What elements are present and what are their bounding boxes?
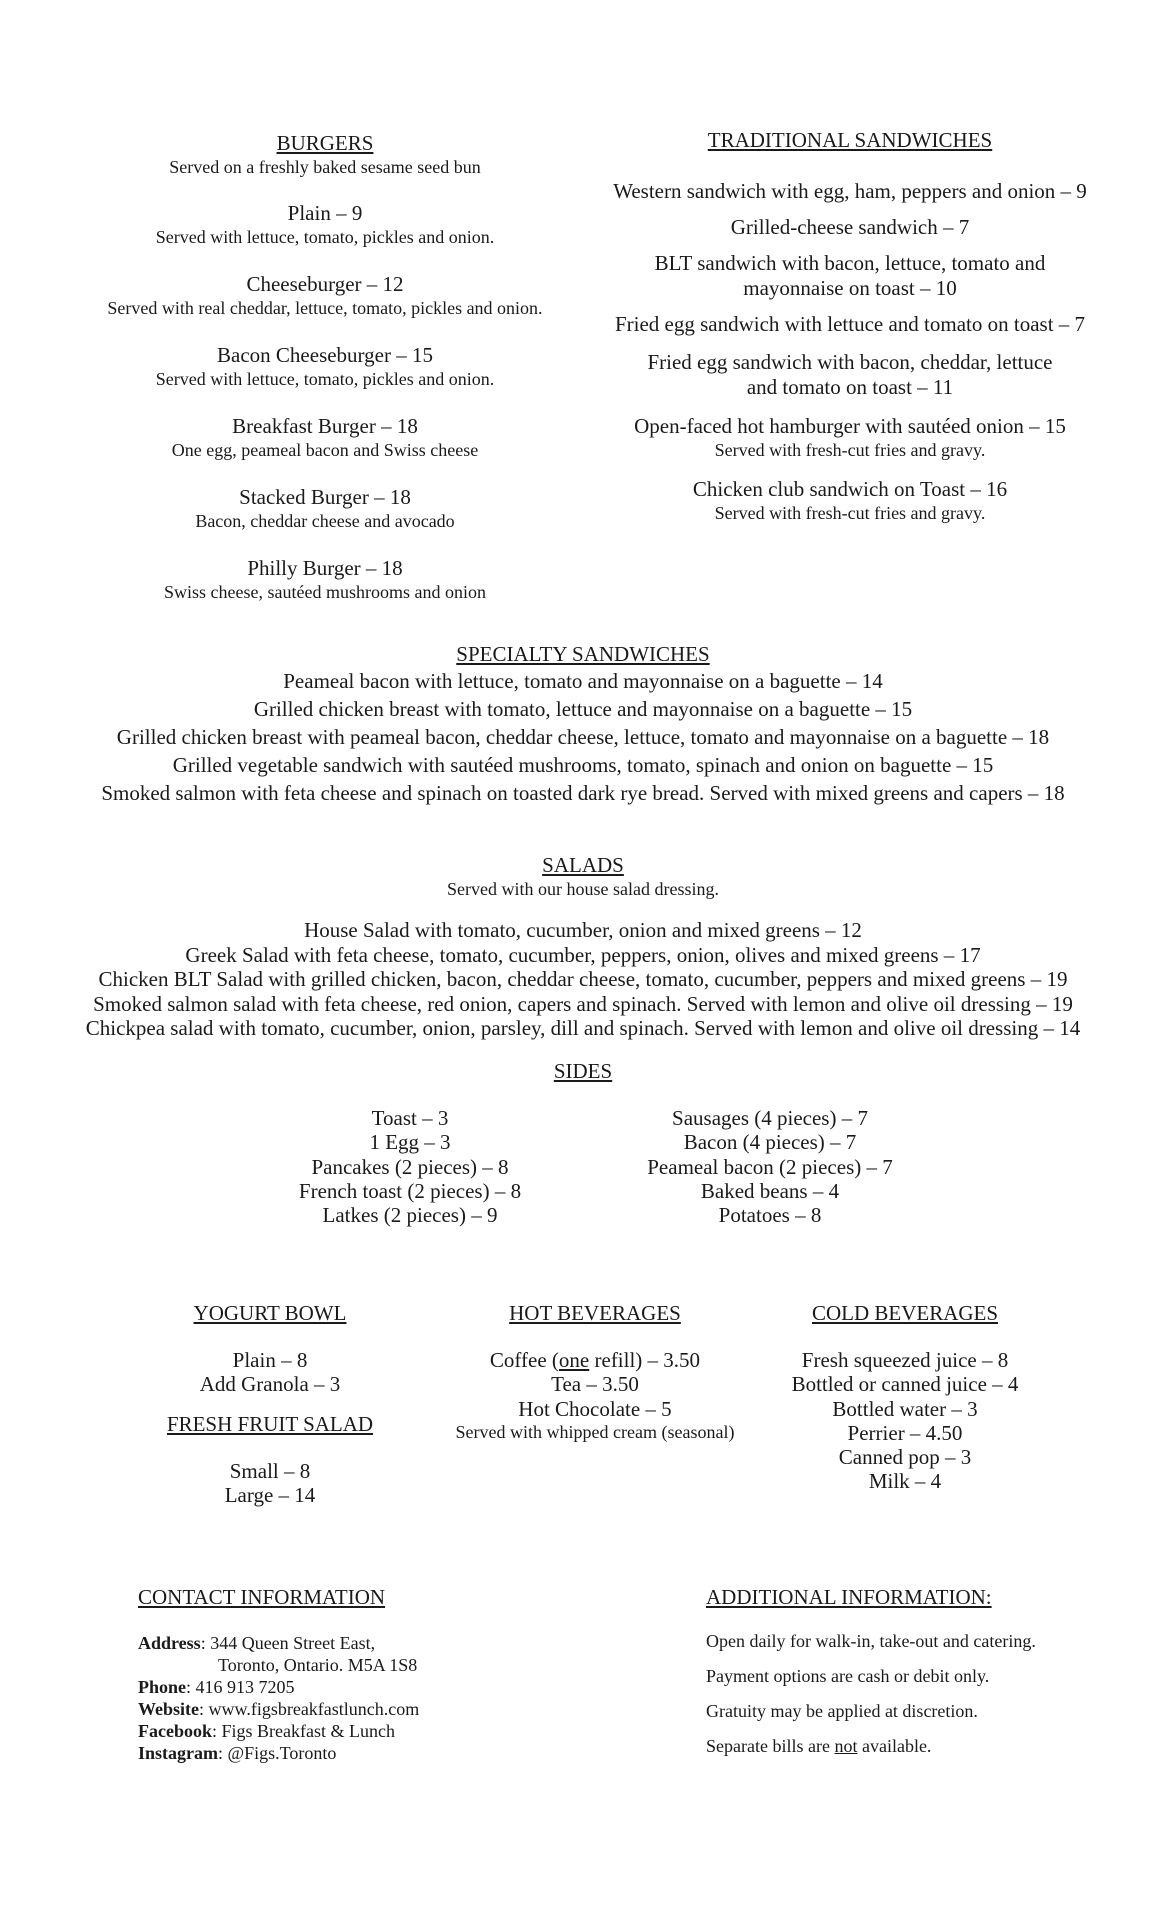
menu-item <box>600 251 1100 301</box>
coffee-price: refill) – 3.50 <box>589 1348 701 1372</box>
list-item: Canned pop – 3 <box>838 1445 972 1470</box>
list-item: Toast – 3 <box>371 1106 449 1130</box>
website-value: : www.figsbreakfastlunch.com <box>199 1699 420 1719</box>
list-item: Bottled or canned juice – 4 <box>791 1372 1019 1397</box>
specialty-sandwiches-section <box>40 641 1126 807</box>
info-line: Open daily for walk-in, take-out and catering. <box>706 1631 1036 1651</box>
menu-item-desc: Served with real cheddar, lettuce, tomato, pickles and onion. <box>107 298 543 318</box>
instagram-label: Instagram <box>138 1743 218 1763</box>
salads-subtitle: Served with our house salad dressing. <box>447 879 719 899</box>
menu-item <box>60 484 590 532</box>
info-line: Gratuity may be applied at discretion. <box>706 1701 978 1721</box>
instagram-line <box>138 1742 578 1764</box>
facebook-value: : Figs Breakfast & Lunch <box>212 1721 395 1741</box>
menu-item-desc: Served with fresh-cut fries and gravy. <box>714 440 986 460</box>
salads-section <box>40 852 1126 1041</box>
menu-item: Grilled vegetable sandwich with sautéed mushrooms, tomato, spinach and onion on baguette – 15 <box>172 753 994 777</box>
menu-item: Grilled chicken breast with tomato, lettuce and mayonnaise on a baguette – 15 <box>253 697 913 721</box>
menu-item-desc: Served with lettuce, tomato, pickles and onion. <box>155 227 495 247</box>
menu-item-desc: One egg, peameal bacon and Swiss cheese <box>171 440 479 460</box>
specialty-heading: SPECIALTY SANDWICHES <box>456 642 710 666</box>
contact-section <box>138 1584 578 1764</box>
list-item-desc: Served with whipped cream (seasonal) <box>455 1421 735 1442</box>
yogurt-bowl-section <box>120 1300 420 1507</box>
info-line-end: available. <box>857 1736 932 1756</box>
menu-item-name: Open-faced hot hamburger with sautéed onion – 15 <box>634 414 1066 438</box>
menu-item-desc: Served with lettuce, tomato, pickles and onion. <box>155 369 495 389</box>
sides-heading: SIDES <box>553 1059 613 1083</box>
menu-item: Chicken BLT Salad with grilled chicken, bacon, cheddar cheese, tomato, cucumber, peppers and mixed greens – 19 <box>98 967 1068 991</box>
traditional-heading: TRADITIONAL SANDWICHES <box>707 128 993 152</box>
menu-item <box>600 414 1100 461</box>
info-line <box>706 1735 1126 1757</box>
additional-heading: ADDITIONAL INFORMATION: <box>706 1585 992 1609</box>
menu-item-name: Western sandwich with egg, ham, peppers and onion – 9 <box>613 179 1087 203</box>
menu-item-name: Plain – 9 <box>287 201 363 225</box>
fruit-salad-heading: FRESH FRUIT SALAD <box>166 1411 374 1436</box>
menu-item-name: Breakfast Burger – 18 <box>232 414 418 438</box>
menu-item-name: Grilled-cheese sandwich – 7 <box>730 215 970 239</box>
phone-value: : 416 913 7205 <box>186 1677 295 1697</box>
menu-item: Greek Salad with feta cheese, tomato, cucumber, peppers, onion, olives and mixed greens – 17 <box>185 942 981 967</box>
address-label: Address <box>138 1633 201 1653</box>
menu-item: Smoked salmon with feta cheese and spinach on toasted dark rye bread. Served with mixed greens and capers – 18 <box>101 781 1065 805</box>
menu-item <box>60 271 590 319</box>
additional-info-section <box>706 1584 1126 1770</box>
list-item: Hot Chocolate – 5 <box>518 1396 672 1421</box>
menu-item-desc: Served with fresh-cut fries and gravy. <box>714 503 986 523</box>
cold-beverages-section <box>760 1300 1050 1494</box>
menu-item-name: Fried egg sandwich with lettuce and tomato on toast – 7 <box>614 312 1086 336</box>
phone-label: Phone <box>138 1677 187 1697</box>
menu-item-name: Chicken club sandwich on Toast – 16 <box>692 477 1008 501</box>
list-item: Peameal bacon (2 pieces) – 7 <box>647 1154 893 1179</box>
menu-item-desc: Bacon, cheddar cheese and avocado <box>195 511 455 531</box>
menu-item <box>600 312 1100 337</box>
menu-item <box>60 413 590 461</box>
menu-item-desc: Swiss cheese, sautéed mushrooms and onion <box>164 582 486 602</box>
sides-right-column <box>620 1106 920 1227</box>
website-line <box>138 1698 578 1720</box>
cold-beverages-heading: COLD BEVERAGES <box>811 1301 999 1325</box>
yogurt-heading: YOGURT BOWL <box>193 1301 347 1325</box>
list-item: Perrier – 4.50 <box>847 1420 963 1445</box>
info-line-start: Separate bills are <box>706 1736 835 1756</box>
menu-item-name: BLT sandwich with bacon, lettuce, tomato and mayonnaise on toast – 10 <box>654 251 1046 300</box>
list-item: Plain – 8 <box>232 1348 308 1372</box>
menu-item <box>600 215 1100 240</box>
list-item: Add Granola – 3 <box>199 1372 341 1397</box>
list-item: 1 Egg – 3 <box>369 1130 451 1155</box>
burgers-section <box>60 130 590 626</box>
menu-item: House Salad with tomato, cucumber, onion and mixed greens – 12 <box>304 918 862 942</box>
menu-item <box>60 200 590 248</box>
menu-item: Smoked salmon salad with feta cheese, red onion, capers and spinach. Served with lemon and olive oil dressing – 19 <box>93 991 1073 1016</box>
list-item: Baked beans – 4 <box>700 1178 840 1203</box>
menu-item-name: Fried egg sandwich with bacon, cheddar, lettuce and tomato on toast – 11 <box>647 350 1053 399</box>
sides-section <box>40 1058 1126 1084</box>
contact-heading: CONTACT INFORMATION <box>138 1585 386 1609</box>
menu-item <box>600 350 1100 400</box>
menu-item: Chickpea salad with tomato, cucumber, onion, parsley, dill and spinach. Served with lemon and olive oil dressing – 14 <box>85 1016 1081 1040</box>
menu-item: Peameal bacon with lettuce, tomato and mayonnaise on a baguette – 14 <box>283 669 883 693</box>
list-item: Pancakes (2 pieces) – 8 <box>311 1154 509 1179</box>
list-item: Potatoes – 8 <box>718 1203 822 1228</box>
facebook-label: Facebook <box>138 1721 212 1741</box>
instagram-value: : @Figs.Toronto <box>218 1743 337 1763</box>
list-item: Fresh squeezed juice – 8 <box>801 1348 1009 1372</box>
coffee-refill-emphasis: one <box>558 1348 590 1372</box>
info-line-emphasis: not <box>834 1736 858 1756</box>
menu-item <box>600 477 1100 524</box>
sides-left-column <box>260 1106 560 1227</box>
menu-item <box>600 179 1100 204</box>
list-item: Latkes (2 pieces) – 9 <box>322 1203 498 1228</box>
menu-item <box>60 342 590 390</box>
hot-beverages-section <box>430 1300 760 1443</box>
address-line <box>138 1632 578 1654</box>
hot-beverages-heading: HOT BEVERAGES <box>509 1301 681 1325</box>
facebook-line <box>138 1720 578 1742</box>
coffee-label: Coffee ( <box>489 1348 559 1372</box>
list-item <box>430 1348 760 1372</box>
menu-item-name: Stacked Burger – 18 <box>239 485 411 509</box>
burgers-heading: BURGERS <box>276 131 374 155</box>
list-item: Bacon (4 pieces) – 7 <box>683 1130 857 1155</box>
menu-item <box>60 555 590 603</box>
website-label: Website <box>138 1699 199 1719</box>
address-line-2: Toronto, Ontario. M5A 1S8 <box>218 1655 418 1675</box>
list-item: Bottled water – 3 <box>832 1396 978 1421</box>
list-item: Milk – 4 <box>868 1469 942 1494</box>
traditional-sandwiches-section <box>600 127 1100 535</box>
list-item: French toast (2 pieces) – 8 <box>298 1178 522 1203</box>
menu-item-name: Cheeseburger – 12 <box>246 272 404 296</box>
menu-item: Grilled chicken breast with peameal bacon, cheddar cheese, lettuce, tomato and mayonnaise on a baguette – 18 <box>116 725 1050 749</box>
salads-heading: SALADS <box>542 853 624 877</box>
address-value: : 344 Queen Street East, <box>200 1633 376 1653</box>
burgers-subtitle: Served on a freshly baked sesame seed bun <box>169 157 481 177</box>
phone-line <box>138 1676 578 1698</box>
menu-item-name: Bacon Cheeseburger – 15 <box>217 343 433 367</box>
menu-item-name: Philly Burger – 18 <box>247 556 403 580</box>
list-item: Small – 8 <box>229 1458 311 1483</box>
list-item: Tea – 3.50 <box>551 1372 639 1397</box>
list-item: Large – 14 <box>224 1482 316 1507</box>
info-line: Payment options are cash or debit only. <box>706 1666 990 1686</box>
list-item: Sausages (4 pieces) – 7 <box>672 1106 868 1130</box>
